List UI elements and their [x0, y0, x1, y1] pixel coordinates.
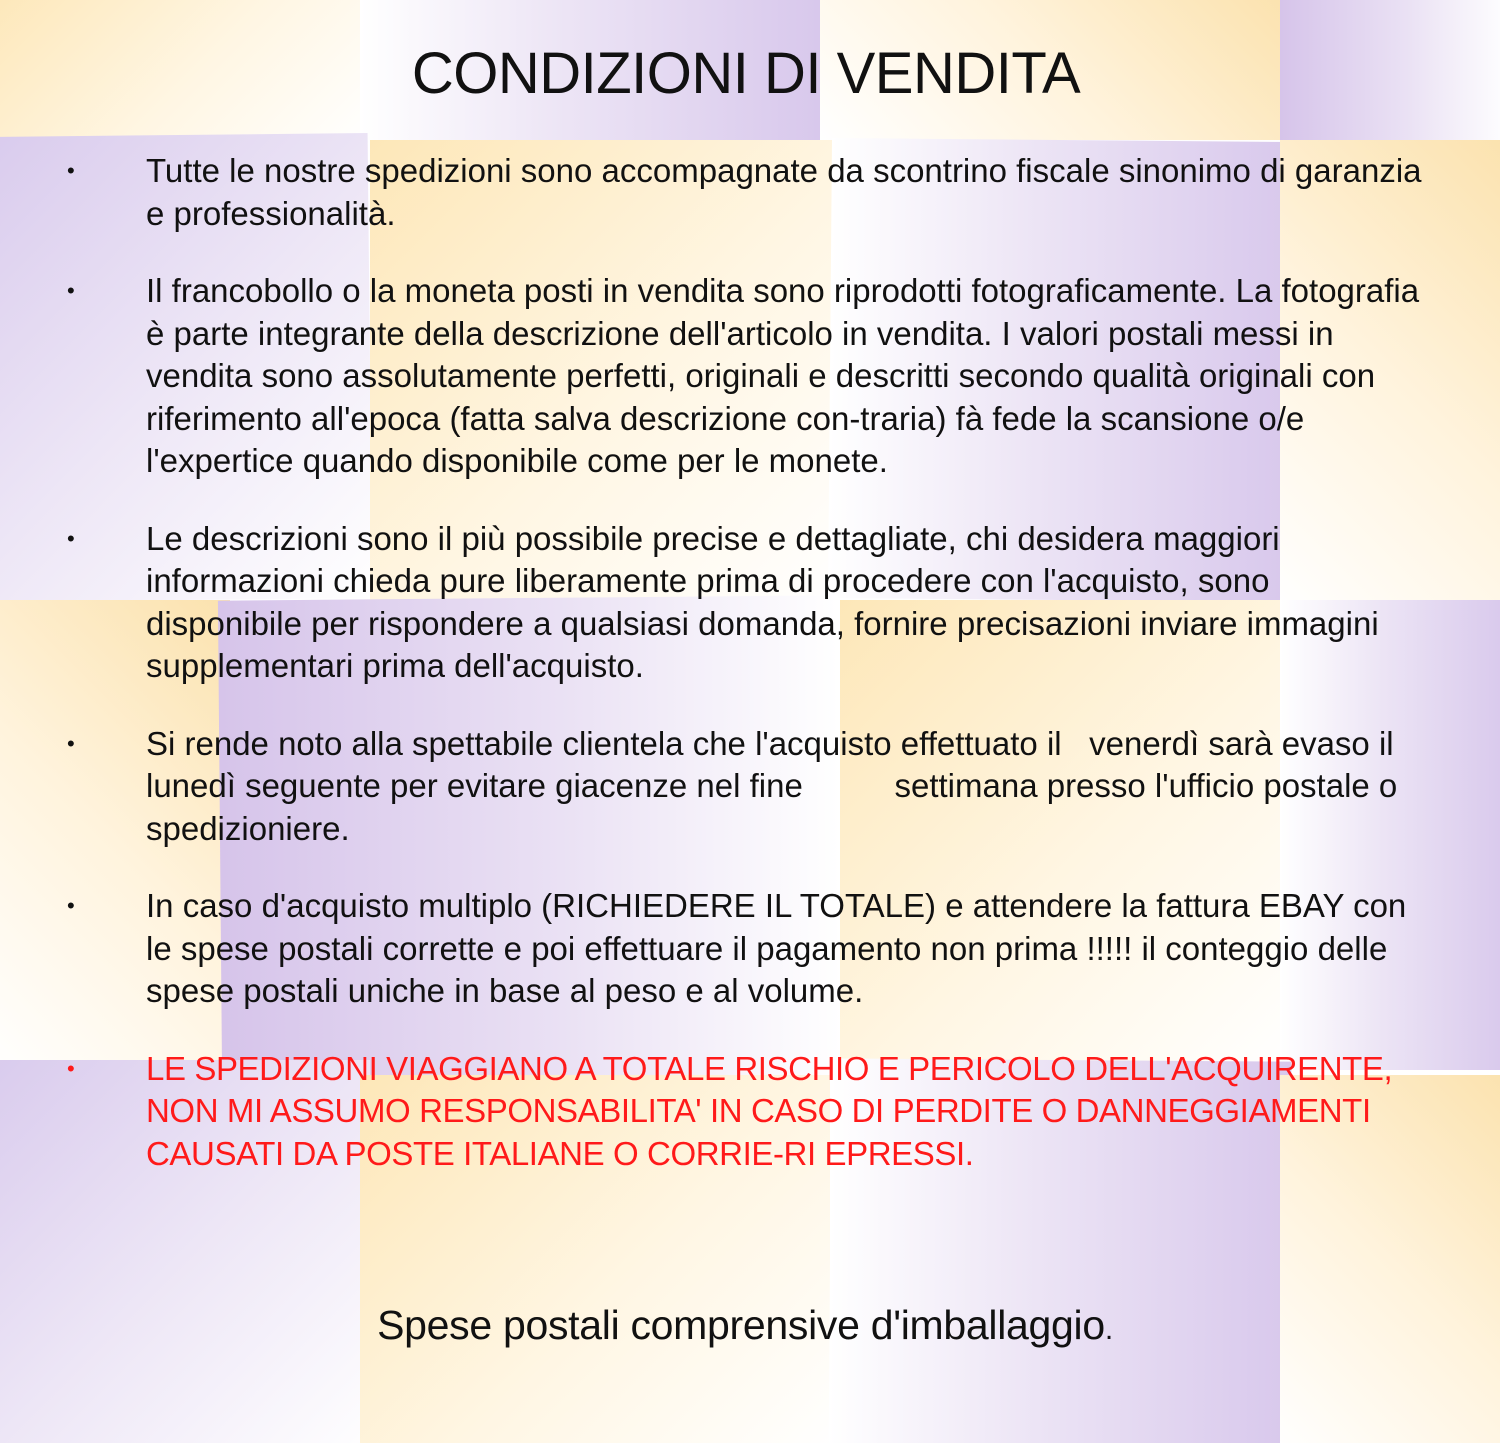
list-item — [0, 885, 1500, 1013]
shipping-note-text: Spese postali comprensive d'imballaggio — [377, 1302, 1105, 1348]
list-item-warning — [0, 1048, 1500, 1176]
bullet-icon: • — [67, 730, 75, 756]
condition-text: Si rende noto alla spettabile clientela che l'acquisto effettuato il venerdì sarà evaso il lunedì seguente per evitare giacenze nel fine settimana presso l'ufficio postale o spedizioniere. — [146, 724, 1407, 847]
condition-text: Il francobollo o la moneta posti in vendita sono riprodotti fotograficamente. La fotografia è parte integrante della descrizione dell'articolo in vendita. I valori postali messi in vendita sono assolutamente perfetti, originali e descritti secondo qualità originali con riferimento all'epoca (fatta salva descrizione con-traria) fà fede la scansione o/e l'expertice quando disponibile come per le monete. — [146, 272, 1420, 479]
condition-text: Le descrizioni sono il più possibile precise e dettagliate, chi desidera maggiori informazioni chieda pure liberamente prima di procedere con l'acquisto, sono disponibile per rispondere a qualsiasi domanda, fornire precisazioni inviare immagini supplementari prima dell'acquisto. — [146, 519, 1379, 684]
warning-text: LE SPEDIZIONI VIAGGIANO A TOTALE RISCHIO E PERICOLO DELL'ACQUIRENTE, NON MI ASSUMO RESPONSABILITA' IN CASO DI PERDITE O DANNEGGIAMENTI CAUSATI DA POSTE ITALIANE O CORRIE-RI EPRESSI. — [146, 1049, 1393, 1172]
conditions-list — [0, 150, 1500, 1210]
shipping-note — [0, 1302, 1490, 1349]
list-item — [0, 150, 1500, 235]
condition-text: Tutte le nostre spedizioni sono accompagnate da scontrino fiscale sinonimo di garanzia e professionalità. — [146, 152, 1422, 232]
condition-text: In caso d'acquisto multiplo (RICHIEDERE IL TOTALE) e attendere la fattura EBAY con le spese postali corrette e poi effettuare il pagamento non prima !!!!! il conteggio delle spese postali uniche in base al peso e al volume. — [146, 887, 1407, 1009]
bullet-icon: • — [67, 893, 75, 918]
page-title: CONDIZIONI DI VENDITA — [411, 41, 1081, 106]
shipping-note-period: . — [1104, 1313, 1113, 1346]
list-item — [0, 723, 1500, 851]
list-item — [0, 518, 1500, 688]
list-item — [0, 270, 1500, 483]
bullet-icon: • — [67, 1055, 75, 1081]
bullet-icon: • — [67, 158, 75, 183]
bullet-icon: • — [67, 278, 75, 303]
bullet-icon: • — [67, 525, 75, 551]
